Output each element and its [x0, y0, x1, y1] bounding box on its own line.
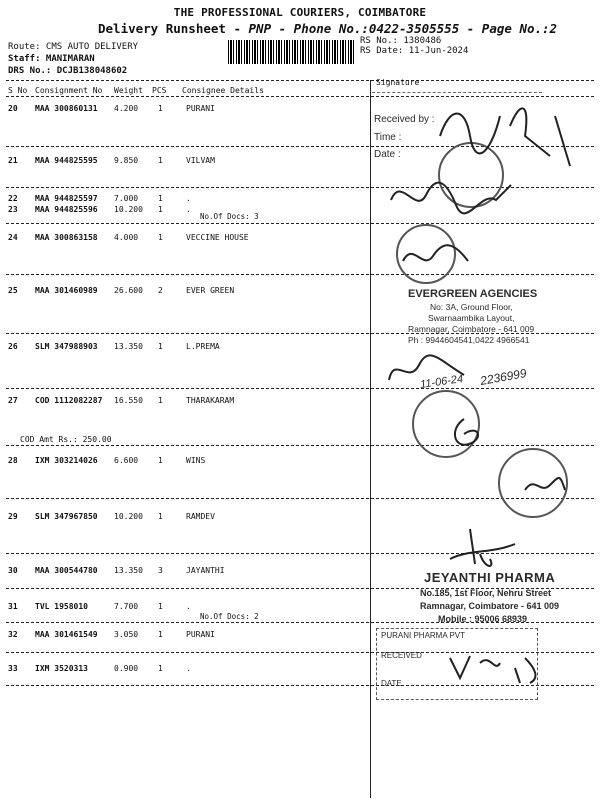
evergreen-addr2: Swarnaambika Layout,: [428, 313, 515, 323]
row-consignment: MAA 300544780: [35, 566, 98, 575]
row-consignment: SLM 347967850: [35, 512, 98, 521]
row-consignment: MAA 300860131: [35, 104, 98, 113]
row-consignee: JAYANTHI: [186, 566, 225, 575]
row-weight: 4.000: [114, 233, 139, 242]
evergreen-addr1: No: 3A, Ground Floor,: [430, 302, 513, 312]
row-consignment: MAA 944825596: [35, 205, 98, 214]
row-consignee: PURANI: [186, 104, 215, 113]
signature-27: [444, 414, 484, 454]
signature-32: [440, 648, 550, 688]
row-consignment: MAA 944825595: [35, 156, 98, 165]
row-weight: 7.700: [114, 602, 139, 611]
row-pcs: 1: [158, 233, 163, 242]
row-consignee: WINS: [186, 456, 206, 465]
time-label: Time :: [374, 132, 402, 143]
col-consignment: Consignment No: [35, 86, 103, 95]
signature-21: [386, 170, 516, 220]
purani-header: PURANI PHARMA PVT: [381, 631, 466, 640]
row-pcs: 1: [158, 456, 163, 465]
row-consignee: L.PREMA: [186, 342, 220, 351]
handwritten-number: 2236999: [479, 366, 528, 388]
row-sno: 28: [8, 456, 18, 465]
row-pcs: 1: [158, 205, 163, 214]
row-consignee: PURANI: [186, 630, 215, 639]
handwritten-date: 11-06-24: [419, 373, 464, 391]
col-signature: Signature: [376, 78, 420, 87]
row-sno: 32: [8, 630, 18, 639]
row-sno: 27: [8, 396, 18, 405]
date-label: Date :: [374, 149, 401, 160]
row-consignment: MAA 301461549: [35, 630, 98, 639]
docs-count-2: No.Of Docs: 2: [200, 612, 259, 621]
row-consignee: .: [186, 205, 191, 214]
signature-20: [430, 96, 580, 176]
staff-label: Staff: MANIMARAN: [8, 54, 95, 64]
row-consignee: EVER GREEN: [186, 286, 235, 295]
col-consignee: Consignee Details: [182, 86, 264, 95]
row-pcs: 1: [158, 104, 163, 113]
row-consignee: THARAKARAM: [186, 396, 235, 405]
row-consignment: IXM 303214026: [35, 456, 98, 465]
row-pcs: 1: [158, 194, 163, 203]
purani-date-label: DATE: [381, 679, 402, 688]
row-consignment: COD 1112082287: [35, 396, 103, 405]
row-sno: 22: [8, 194, 18, 203]
company-title: THE PROFESSIONAL COURIERS, COIMBATORE: [173, 6, 427, 19]
row-consignee: .: [186, 602, 191, 611]
evergreen-addr3: Ramnagar, Coimbatore - 641 009: [408, 324, 535, 334]
row-consignment: MAA 944825597: [35, 194, 98, 203]
row-weight: 10.200: [114, 512, 143, 521]
jeyanthi-addr2: Ramnagar, Coimbatore - 641 009: [420, 601, 560, 611]
row-weight: 0.900: [114, 664, 139, 673]
row-sno: 31: [8, 602, 18, 611]
drs-number: DRS No.: DCJB138048602: [8, 66, 128, 76]
row-consignment: SLM 347988903: [35, 342, 98, 351]
row-sno: 24: [8, 233, 18, 242]
row-sno: 21: [8, 156, 18, 165]
row-weight: 13.350: [114, 342, 143, 351]
row-pcs: 1: [158, 664, 163, 673]
row-weight: 9.850: [114, 156, 139, 165]
jeyanthi-addr1: No.185, 1st Floor, Nehru Street: [420, 588, 552, 598]
row-consignee: .: [186, 664, 191, 673]
row-sno: 30: [8, 566, 18, 575]
row-consignment: IXM 3520313: [35, 664, 88, 673]
signature-28: [520, 470, 570, 500]
rs-number: RS No.: 1380486: [360, 36, 442, 46]
row-pcs: 3: [158, 566, 163, 575]
col-sno: S No: [8, 86, 28, 95]
row-weight: 4.200: [114, 104, 139, 113]
row-sno: 26: [8, 342, 18, 351]
row-sno: 33: [8, 664, 18, 673]
row-weight: 16.550: [114, 396, 143, 405]
signature-29: [430, 524, 520, 574]
row-consignment: MAA 301460989: [35, 286, 98, 295]
purani-received-label: RECEIVED: [381, 651, 422, 660]
row-consignment: MAA 300863158: [35, 233, 98, 242]
row-pcs: 1: [158, 342, 163, 351]
barcode: [228, 40, 354, 64]
jeyanthi-name: JEYANTHI PHARMA: [424, 570, 556, 585]
row-pcs: 1: [158, 396, 163, 405]
received-by-label: Received by :: [374, 114, 435, 125]
row-weight: 26.600: [114, 286, 143, 295]
cod-amount: COD Amt Rs.: 250.00: [20, 435, 112, 444]
row-weight: 7.000: [114, 194, 139, 203]
evergreen-name: EVERGREEN AGENCIES: [408, 288, 538, 300]
row-pcs: 1: [158, 512, 163, 521]
row-consignee: VECCINE HOUSE: [186, 233, 249, 242]
route-label: Route: CMS AUTO DELIVERY: [8, 42, 139, 52]
row-sno: 25: [8, 286, 18, 295]
row-pcs: 1: [158, 156, 163, 165]
row-pcs: 1: [158, 602, 163, 611]
row-weight: 10.200: [114, 205, 143, 214]
rs-date: RS Date: 11-Jun-2024: [360, 46, 469, 56]
row-consignment: TVL 1958010: [35, 602, 88, 611]
row-weight: 13.350: [114, 566, 143, 575]
row-weight: 6.600: [114, 456, 139, 465]
row-sno: 20: [8, 104, 18, 113]
col-pcs: PCS: [152, 86, 167, 95]
row-pcs: 2: [158, 286, 163, 295]
row-sno: 23: [8, 205, 18, 214]
signature-26: [384, 350, 474, 390]
row-weight: 3.050: [114, 630, 139, 639]
row-consignee: RAMDEV: [186, 512, 215, 521]
signature-24: [398, 236, 478, 276]
evergreen-phone: Ph : 9944604541,0422 4966541: [408, 335, 530, 345]
row-consignee: VILVAM: [186, 156, 215, 165]
jeyanthi-mobile: Mobile : 95006 68939: [438, 614, 528, 624]
row-pcs: 1: [158, 630, 163, 639]
runsheet-title: Delivery Runsheet - PNP - Phone No.:0422-3505555 - Page No.:2: [98, 21, 558, 36]
row-consignee: .: [186, 194, 191, 203]
docs-count-1: No.Of Docs: 3: [200, 212, 259, 221]
col-weight: Weight: [114, 86, 143, 95]
row-sno: 29: [8, 512, 18, 521]
